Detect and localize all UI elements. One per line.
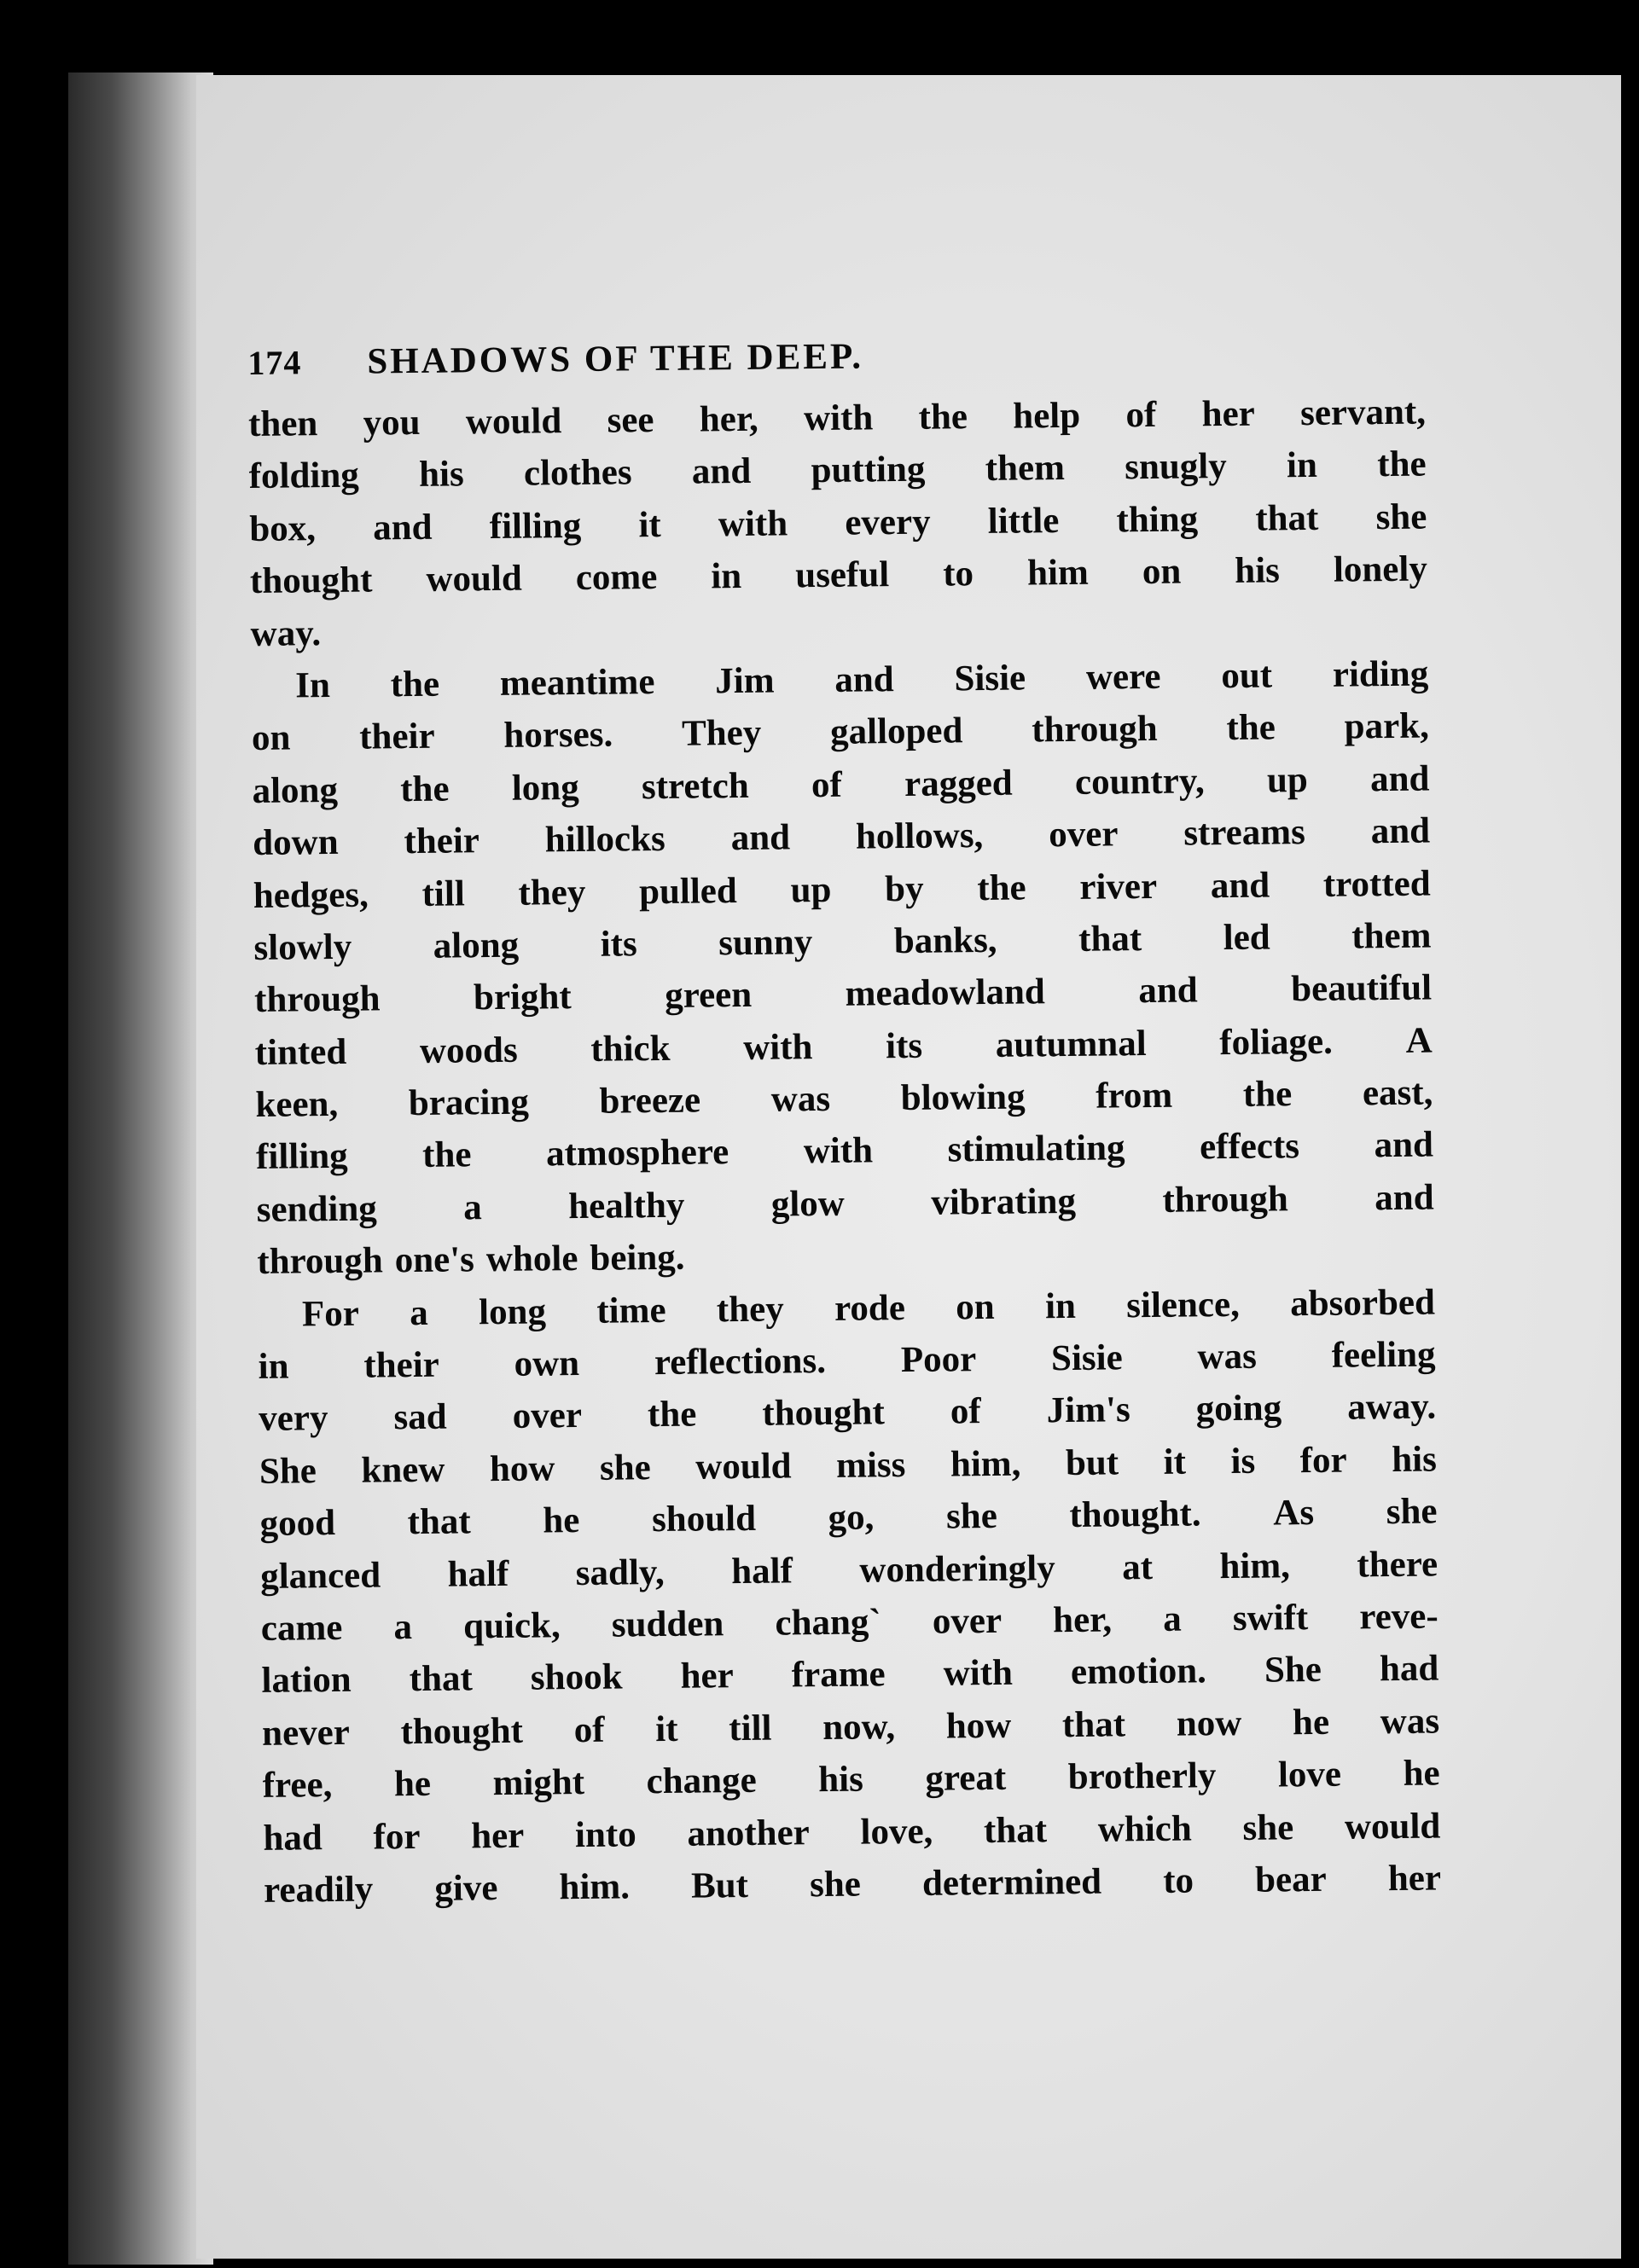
text-line: tinted woods thick with its autumnal foliage. A <box>254 1020 1433 1073</box>
text-line: For a long time they rode on in silence, absorbed <box>301 1282 1436 1335</box>
text-line: on their horses. They galloped through the park, <box>251 705 1430 759</box>
text-line: She knew how she would miss him, but it is for his <box>259 1439 1438 1492</box>
text-line: slowly along its sunny banks, that led them <box>253 915 1432 968</box>
text-line: folding his clothes and putting them snugly in the <box>248 444 1427 497</box>
text-line: glanced half sadly, half wonderingly at him, there <box>259 1544 1438 1597</box>
text-line: along the long stretch of ragged country, up and <box>252 758 1430 811</box>
text-line: filling the atmosphere with stimulating effects and <box>255 1124 1434 1178</box>
text-line: thought would come in useful to him on his lonely <box>249 548 1428 602</box>
text-line: hedges, till they pulled up by the river and trotted <box>253 863 1431 916</box>
body-text <box>248 386 1442 1917</box>
text-line: had for her into another love, that which she would <box>263 1806 1441 1859</box>
page-number: 174 <box>247 343 302 382</box>
page-text-block <box>247 325 1441 1917</box>
text-line: came a quick, sudden chang` over her, a swift reve- <box>260 1596 1438 1649</box>
book-spine-edge <box>68 73 213 2265</box>
text-line: keen, bracing breeze was blowing from the east, <box>255 1072 1433 1126</box>
text-line: box, and filling it with every little thing that she <box>249 496 1427 549</box>
text-line: very sad over the thought of Jim's going away. <box>259 1386 1437 1440</box>
text-line: sending a healthy glow vibrating through and <box>256 1177 1434 1230</box>
text-line: free, he might change his great brotherly love he <box>262 1753 1440 1807</box>
text-line: readily give him. But she determined to bear her <box>263 1858 1442 1911</box>
text-line: through one's whole being. <box>257 1237 685 1283</box>
text-line: never thought of it till now, how that now he was <box>261 1701 1440 1754</box>
text-line: good that he should go, she thought. As she <box>259 1491 1438 1545</box>
text-line: down their hillocks and hollows, over streams and <box>252 810 1431 864</box>
text-line: then you would see her, with the help of her servant, <box>247 392 1427 444</box>
text-line: lation that shook her frame with emotion. She had <box>261 1648 1439 1702</box>
text-line: in their own reflections. Poor Sisie was feeling <box>258 1334 1436 1387</box>
running-title: SHADOWS OF THE DEEP. <box>367 336 864 382</box>
text-line: way. <box>250 612 322 654</box>
text-line: In the meantime Jim and Sisie were out riding <box>295 653 1429 706</box>
text-line: through bright green meadowland and beautiful <box>253 967 1433 1021</box>
